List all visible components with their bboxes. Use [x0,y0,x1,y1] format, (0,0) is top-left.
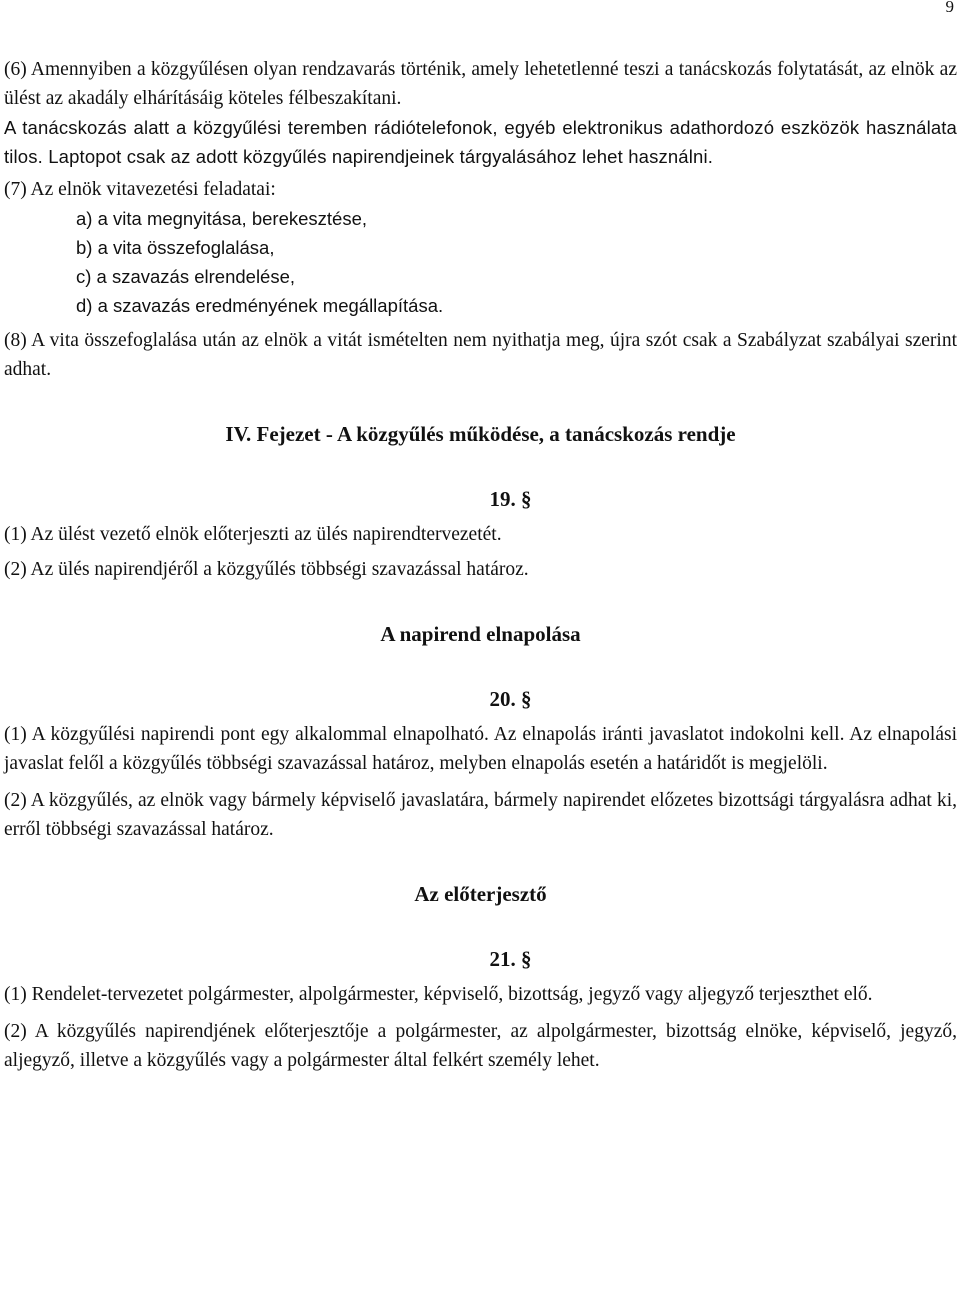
subheading-adjournment: A napirend elnapolása [380,622,581,646]
section-21-title: 21. § [489,947,532,971]
page-content [4,55,957,1075]
section-21-paragraph-2: (2) A közgyűlés napirendjének előterjesztője a polgármester, az alpolgármester, bizottság elnöke, képviselő, jegyző, aljegyző, illetve a közgyűlés vagy a polgármester által felkért személy lehet. [4,1021,957,1071]
list-item: c) a szavazás elrendelése, [76,266,296,287]
section-19-paragraph-1: (1) Az ülést vezető elnök előterjeszti az ülés napirendtervezetét. [4,524,502,545]
paragraph-8: (8) A vita összefoglalása után az elnök a vitát ismételten nem nyithatja meg, újra szót csak a Szabályzat szabályai szerint adhat. [4,330,957,380]
list-item: d) a szavazás eredményének megállapítása. [76,295,444,316]
section-20-paragraph-1: (1) A közgyűlési napirendi pont egy alkalommal elnapolható. Az elnapolás iránti javaslatot indokolni kell. Az elnapolási javaslat felől a közgyűlés többségi szavazással határoz, melyben elnapolás esetén a határidőt is megjelöli. [4,724,957,774]
section-19-paragraph-2: (2) Az ülés napirendjéről a közgyűlés többségi szavazással határoz. [4,559,529,580]
chapter-title: IV. Fejezet - A közgyűlés működése, a tanácskozás rendje [225,422,736,446]
list-item: b) a vita összefoglalása, [76,237,275,258]
page-number: 9 [945,0,954,16]
section-20-paragraph-2: (2) A közgyűlés, az elnök vagy bármely képviselő javaslatára, bármely napirendet előzetes bizottsági tárgyalásra adhat ki, erről többségi szavazással határoz. [4,790,957,840]
paragraph-7-intro: (7) Az elnök vitavezetési feladatai: [4,179,276,200]
paragraph-6-disorder: (6) Amennyiben a közgyűlésen olyan rendzavarás történik, amely lehetetlenné teszi a tanácskozás folytatását, az elnök az ülést az akadály elhárításáig köteles félbeszakítani. [4,59,957,109]
section-19-title: 19. § [489,487,532,511]
paragraph-6-devices: A tanácskozás alatt a közgyűlési teremben rádiótelefonok, egyéb elektronikus adathordozó eszközök használata tilos. Laptopot csak az adott közgyűlés napirendjeinek tárgyalásához lehet használni. [4,117,957,167]
section-20-title: 20. § [489,687,532,711]
chair-duties-list [4,204,957,320]
subheading-presenter: Az előterjesztő [414,882,547,906]
section-21-paragraph-1: (1) Rendelet-tervezetet polgármester, alpolgármester, képviselő, bizottság, jegyző vagy aljegyző terjeszthet elő. [4,984,873,1005]
list-item: a) a vita megnyitása, berekesztése, [76,208,368,229]
